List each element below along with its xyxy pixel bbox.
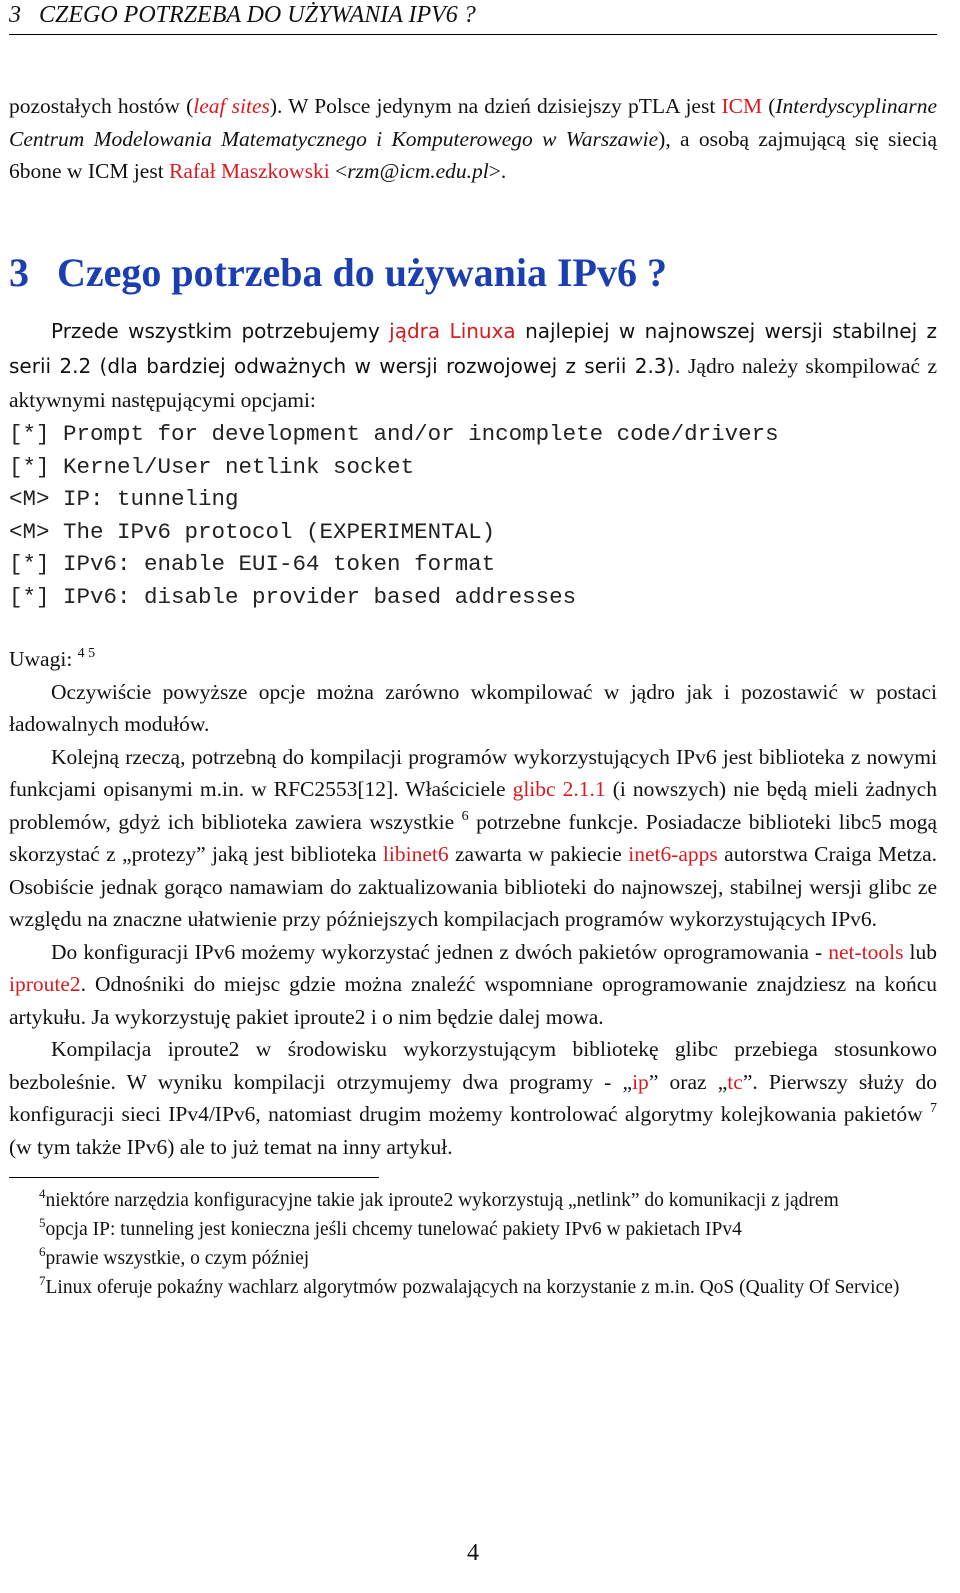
glibc-link[interactable]: glibc 2.1.1 [512, 777, 606, 801]
text-span: . Odnośniki do miejsc gdzie można znaleźć wspomniane oprogramowanie znajdziesz na końcu artykułu. Ja wykorzystuję pakiet iproute2 i o nim będzie dalej mowa. [9, 972, 937, 1029]
tc-link[interactable]: tc [727, 1069, 743, 1094]
net-tools-link[interactable]: net-tools [828, 939, 904, 964]
kernel-option: [*] IPv6: enable EUI-64 token format [9, 551, 496, 577]
footnote-divider [9, 1177, 379, 1178]
text-span: potrzebne funkcje. Posiadacze biblioteki libc5 mogą skorzystać z „protezy” jaką jest biblioteka [9, 809, 937, 866]
footnote-ref-7[interactable]: 7 [930, 1101, 937, 1116]
person-link[interactable]: Rafał Maszkowski [169, 159, 330, 183]
text-span [440, 319, 449, 343]
kernel-option: [*] Kernel/User netlink socket [9, 453, 415, 480]
text-span: ”. Pierwszy służy do konfiguracji sieci IPv4/IPv6, natomiast drugim możemy kontrolować algorytmy kolejkowania pakietów [9, 1069, 937, 1126]
text-span: Kolejną rzeczą, potrzebną do kompilacji programów wykorzystujących IPv6 jest biblioteka z nowymi funkcjami opisanymi m.in. w RFC2553[12]. Właściciele [9, 744, 937, 801]
section-heading [9, 248, 937, 298]
text-span: Jądro należy skompilować z aktywnymi następującymi opcjami: [9, 353, 937, 412]
text-span: (w tym także IPv6) ale to już temat na inny artykuł. [9, 1134, 453, 1159]
footnote [9, 1215, 937, 1244]
kernel-option: [*] Prompt for development and/or incomplete code/drivers [9, 421, 779, 447]
kernel-option: <M> IP: tunneling [9, 486, 239, 512]
footnote [9, 1273, 937, 1302]
text-span: ), a osobą zajmującą się siecią 6bone w ICM jest [9, 126, 938, 183]
footnote-number: 5 [39, 1215, 46, 1230]
footnote-text: niektóre narzędzia konfiguracyjne takie jak iproute2 wykorzystują „netlink” do komunikacji z jądrem [45, 1190, 839, 1211]
notes-label: Uwagi: [9, 647, 73, 671]
library-paragraph [9, 741, 937, 936]
libinet6-link[interactable]: libinet6 [382, 842, 449, 866]
config-paragraph [9, 936, 937, 1034]
document-body [9, 90, 937, 1302]
kernel-paragraph [9, 314, 937, 417]
footnote-number: 7 [39, 1273, 46, 1288]
text-span: ” oraz „ [648, 1069, 728, 1094]
running-header-number: 3 [9, 2, 21, 28]
footnote-text: prawie wszystkie, o czym później [45, 1248, 310, 1269]
text-span: >. [488, 159, 507, 183]
kernel-options-code [9, 418, 937, 613]
footnote [9, 1244, 937, 1273]
page-number: 4 [467, 1540, 479, 1566]
text-span: Do konfiguracji IPv6 możemy wykorzystać jednen z dwóch pakietów oprogramowania - [51, 939, 829, 964]
icm-full-name: Interdyscyplinarne Centrum Modelowania Matematycznego i Komputerowego w Warszawie [9, 94, 937, 151]
kernel-option: [*] IPv6: disable provider based addresses [9, 583, 577, 610]
iproute2-link[interactable]: iproute2 [9, 972, 81, 996]
text-span: najlepiej w najnowszej wersji stabilnej z serii 2.2 (dla bardziej odważnych w wersji rozwojowej z serii 2.3). [9, 318, 938, 378]
compilation-paragraph [9, 1033, 937, 1163]
email-address: rzm@icm.edu.pl [347, 159, 489, 183]
running-header [9, 0, 937, 35]
text-span: Przede wszystkim potrzebujemy [51, 318, 390, 343]
text-span: (i nowszych) nie będą mieli żadnych problemów, gdyż ich biblioteka zawiera wszystkie [9, 777, 937, 834]
modules-paragraph: Oczywiście powyższe opcje można zarówno wkompilować w jądro jak i pozostawić w postaci ładowalnych modułów. [9, 679, 937, 736]
text-span: autorstwa Craiga Metza. Osobiście jednak gorąco namawiam do zaktualizowania biblioteki do najnowszej, stabilnej wersji glibc ze względu na znaczne ułatwienie przy późniejszych kompilacjach programów wykorzystujących IPv6. [9, 842, 937, 931]
footnote-refs[interactable]: 4 5 [77, 646, 96, 661]
footnote-text: Linux oferuje pokaźny wachlarz algorytmów pozwalających na korzystanie z m.in. QoS (Quality Of Service) [45, 1277, 900, 1298]
text-span: ). W Polsce jedynym na dzień dzisiejszy pTLA jest [269, 94, 722, 118]
text-span: < [329, 159, 348, 183]
text-span: zawarta w pakiecie [448, 842, 629, 866]
leaf-sites-link[interactable]: leaf sites [193, 94, 270, 118]
footnote-ref-6[interactable]: 6 [461, 808, 469, 824]
footnote-number: 4 [39, 1186, 46, 1201]
text-span: ( [762, 94, 776, 118]
notes-heading [9, 643, 937, 676]
section-number: 3 [9, 249, 29, 295]
inet6-apps-link[interactable]: inet6-apps [628, 842, 718, 866]
intro-paragraph [9, 90, 937, 188]
section-title: Czego potrzeba do używania IPv6 ? [57, 249, 667, 295]
footnote-text: opcja IP: tunneling jest konieczna jeśli chcemy tunelować pakiety IPv6 w pakietach IPv4 [45, 1219, 742, 1240]
running-header-title: CZEGO POTRZEBA DO UŻYWANIA IPV6 ? [39, 2, 476, 28]
icm-link[interactable]: ICM [721, 94, 763, 118]
linuxa-link[interactable]: Linuxa [449, 318, 516, 343]
jadra-link[interactable]: jądra [389, 318, 441, 343]
footnotes [9, 1186, 937, 1302]
text-span: pozostałych hostów ( [9, 94, 194, 118]
kernel-option: <M> The IPv6 protocol (EXPERIMENTAL) [9, 518, 496, 545]
text-span: Kompilacja iproute2 w środowisku wykorzystującym bibliotekę glibc przebiega stosunkowo bezboleśnie. W wyniku kompilacji otrzymujemy dwa programy - „ [9, 1037, 937, 1094]
footnote-number: 6 [39, 1244, 46, 1259]
text-span: lub [903, 939, 937, 964]
ip-link[interactable]: ip [632, 1069, 649, 1094]
footnote [9, 1186, 937, 1215]
